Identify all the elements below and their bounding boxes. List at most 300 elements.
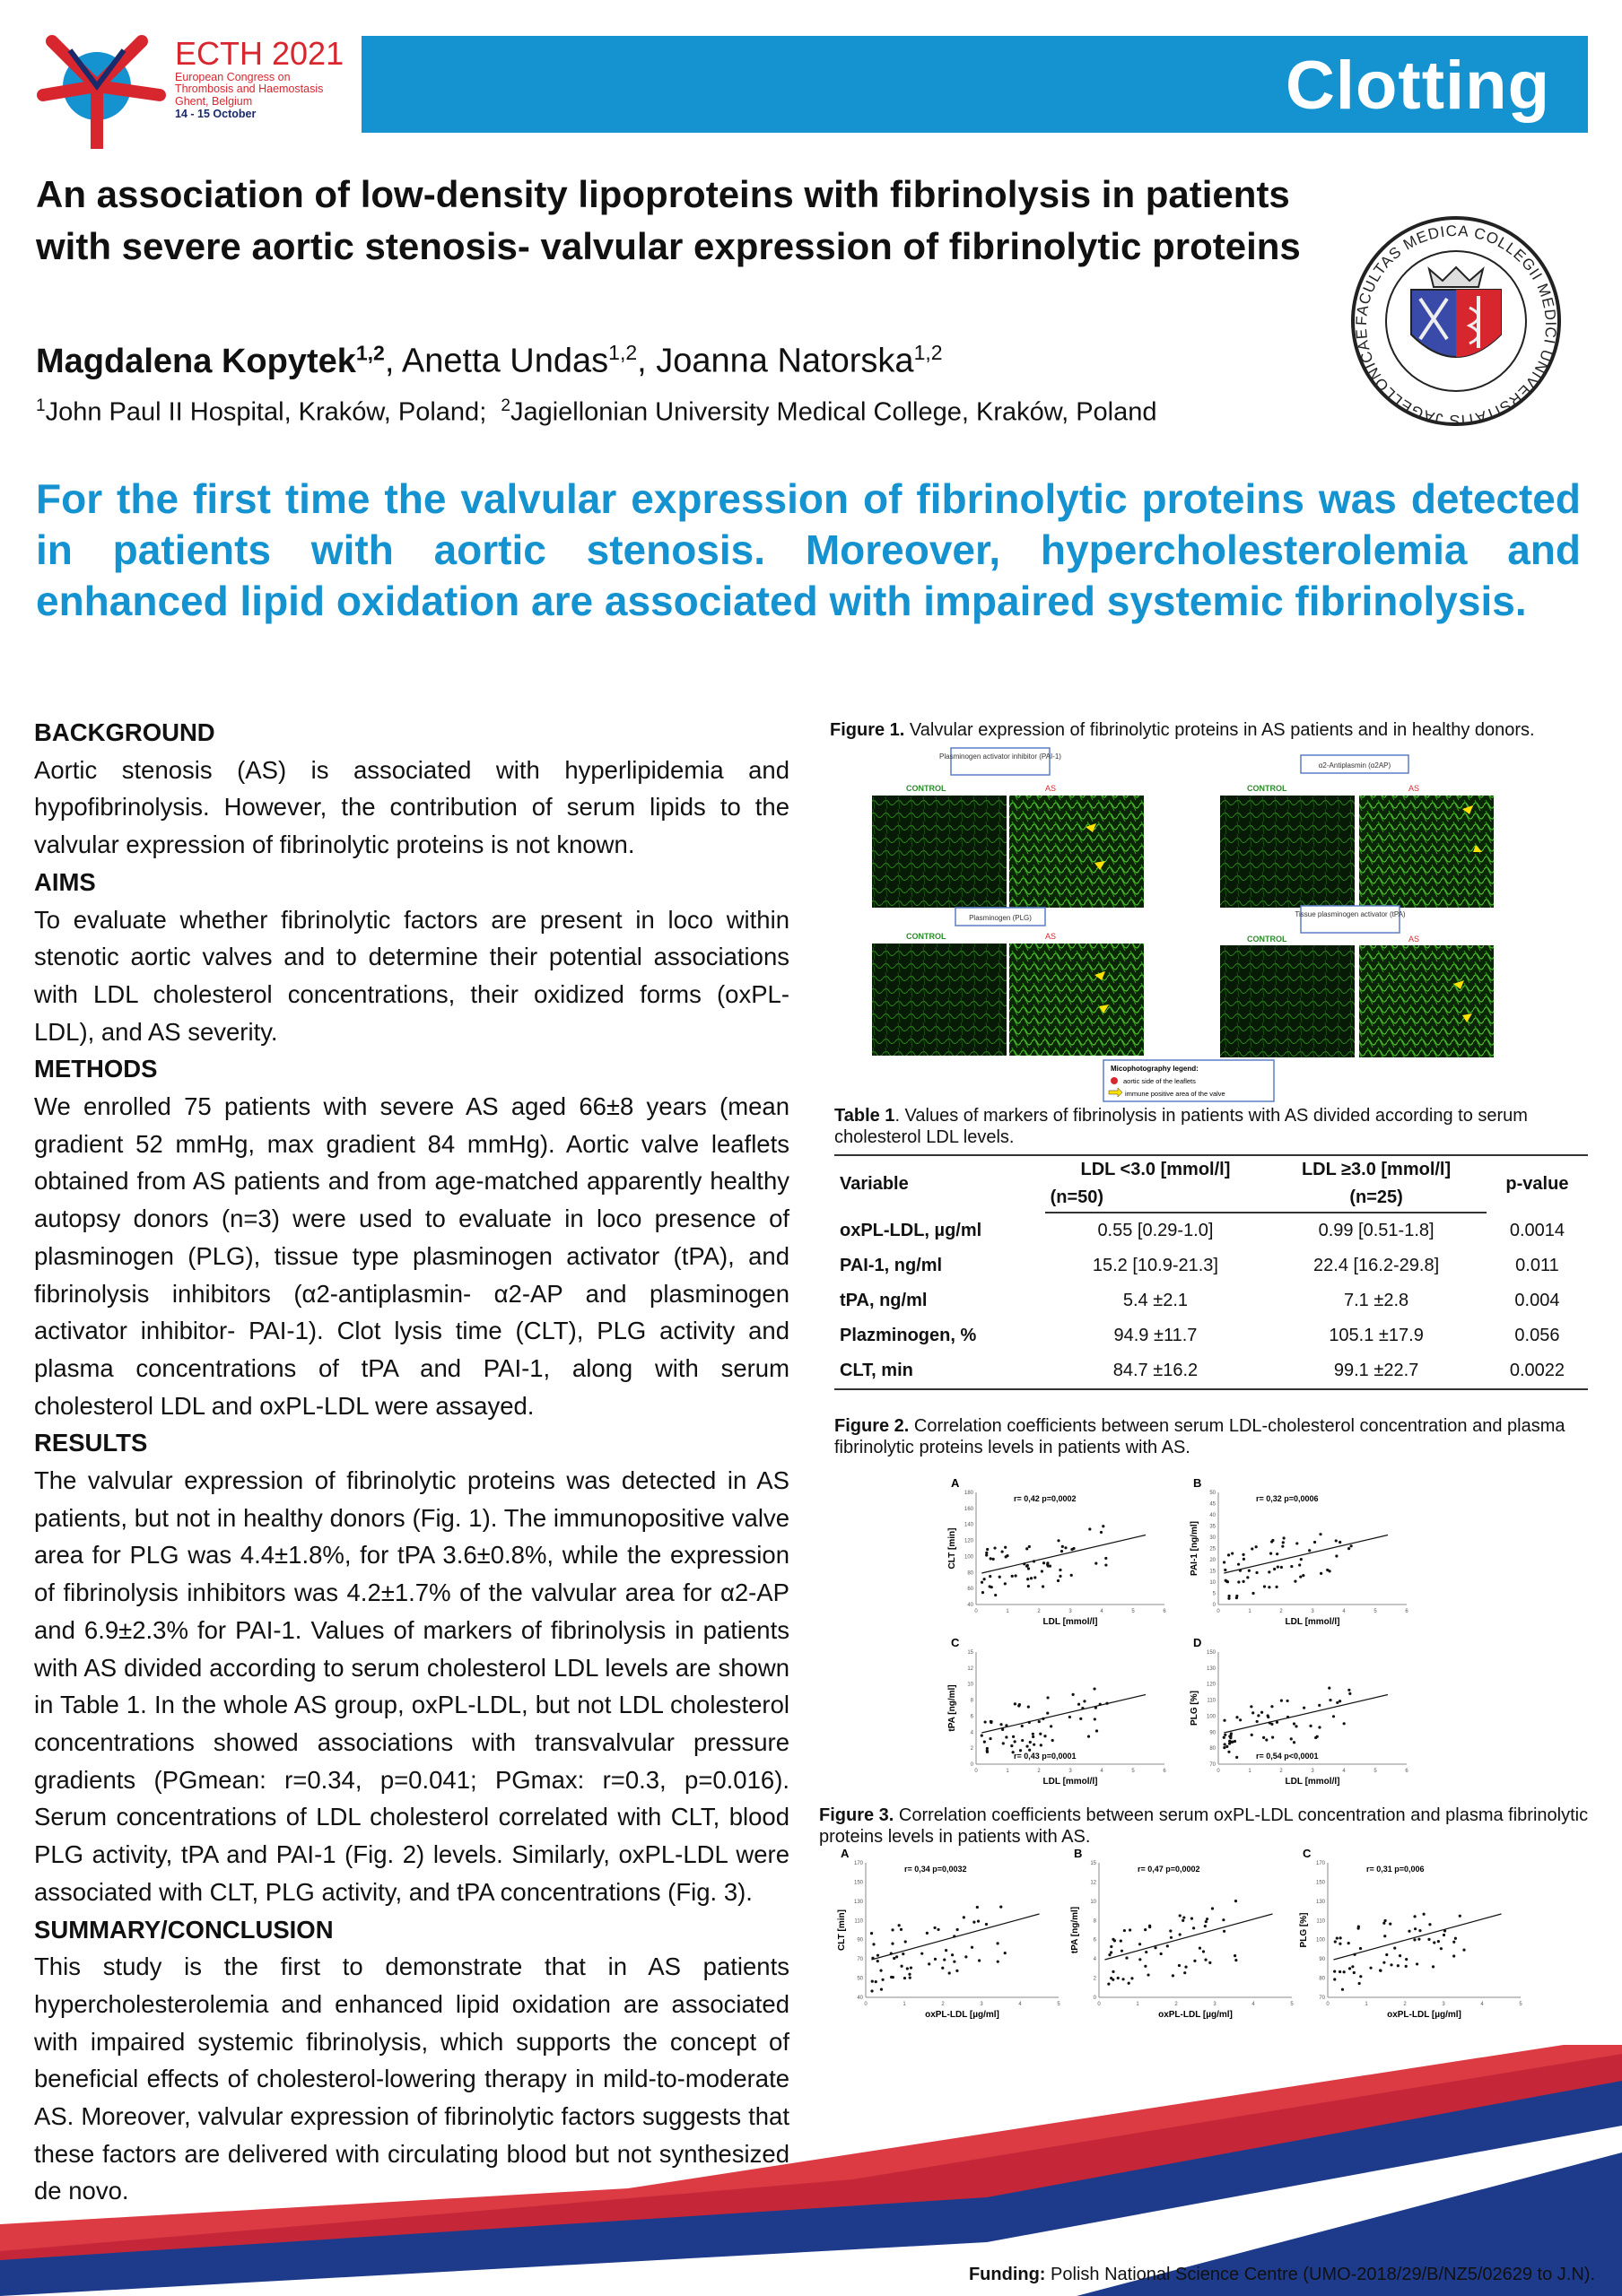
y-tick-label: 10 <box>1090 1899 1096 1905</box>
section-body: Aortic stenosis (AS) is associated with hyperlipidemia and hypofibrinolysis. However, the contribution of serum lipids to the valvular expression of fibrinolytic proteins is not known. <box>34 755 789 859</box>
table-row <box>834 1353 1588 1389</box>
panel-letter: C <box>951 1636 960 1649</box>
correlation-stat: r= 0,31 p=0,006 <box>1366 1865 1425 1874</box>
data-point <box>1025 1745 1028 1748</box>
y-tick-label: 8 <box>1093 1918 1096 1925</box>
data-point <box>1222 1918 1225 1921</box>
data-point <box>1182 1916 1185 1918</box>
data-point <box>1121 1950 1123 1952</box>
data-point <box>1242 1580 1244 1583</box>
data-point <box>926 1932 929 1935</box>
data-point <box>996 1942 998 1944</box>
table-header: Variable <box>834 1155 1045 1213</box>
data-point <box>1347 1689 1350 1692</box>
axis-xlabel: LDL [mmol/l] <box>1285 1617 1340 1627</box>
logo-subtitle <box>175 72 344 109</box>
data-point <box>902 1952 904 1955</box>
data-point <box>1049 1564 1051 1567</box>
x-tick-label: 1 <box>1006 1609 1009 1614</box>
x-tick-label: 3 <box>1213 2002 1216 2007</box>
axis-ylabel: PAI-1 [ng/ml] <box>1190 1521 1199 1576</box>
data-point <box>972 1920 975 1923</box>
data-point <box>1130 1977 1133 1979</box>
data-point <box>1248 1570 1251 1572</box>
panel-letter: A <box>951 1476 960 1490</box>
data-point <box>1051 1739 1054 1742</box>
data-point <box>1390 1963 1392 1966</box>
y-tick-label: 90 <box>857 1937 863 1944</box>
data-point <box>1459 1915 1461 1918</box>
data-point <box>1242 1553 1244 1556</box>
data-point <box>1300 1558 1303 1561</box>
data-point <box>999 1906 1002 1909</box>
data-point <box>1369 1967 1372 1970</box>
y-tick-label: 12 <box>967 1665 973 1672</box>
author-name: Joanna Natorska <box>656 342 914 380</box>
data-point <box>1100 1531 1103 1534</box>
data-point <box>1107 1983 1110 1986</box>
data-point <box>1179 1933 1182 1935</box>
y-tick-label: 4 <box>1093 1957 1096 1963</box>
y-tick-label: 40 <box>1209 1513 1216 1518</box>
data-point <box>1004 1546 1007 1549</box>
data-point <box>1427 1938 1430 1941</box>
data-point <box>891 1928 894 1931</box>
data-point <box>1033 1576 1036 1578</box>
y-tick-label: 2 <box>1093 1976 1096 1982</box>
table-row <box>834 1283 1588 1318</box>
y-tick-label: 110 <box>1207 1698 1216 1704</box>
data-point <box>1320 1572 1322 1575</box>
data-point <box>963 1916 965 1918</box>
data-point <box>1255 1571 1258 1574</box>
data-point <box>1319 1533 1321 1535</box>
data-point <box>1202 1950 1205 1952</box>
control-label: CONTROL <box>1247 784 1287 793</box>
data-point <box>1399 1954 1401 1957</box>
data-point <box>934 1958 937 1961</box>
data-point <box>1027 1567 1030 1570</box>
data-point <box>1347 1942 1350 1944</box>
data-point <box>1282 1536 1285 1539</box>
micrograph <box>872 796 1007 908</box>
ecth-logo-icon <box>34 23 169 149</box>
data-point <box>1178 1964 1181 1967</box>
affiliations-line <box>36 396 1157 428</box>
legend-item: aortic side of the leaflets <box>1123 1077 1196 1085</box>
data-point <box>900 1965 903 1968</box>
trend-line <box>1333 1914 1501 1960</box>
correlation-stat: r= 0,43 p=0,0001 <box>1014 1752 1077 1761</box>
data-point <box>1260 1711 1263 1714</box>
y-tick-label: 15 <box>967 1650 973 1656</box>
y-tick-label: 150 <box>1315 1880 1325 1886</box>
data-point <box>1182 1919 1184 1922</box>
x-tick-label: 2 <box>1403 2002 1407 2007</box>
left-column-text <box>34 714 789 2210</box>
data-point <box>983 1741 986 1744</box>
author-name: Magdalena Kopytek <box>36 342 356 380</box>
data-point <box>1083 1700 1086 1702</box>
data-point <box>1166 1944 1169 1947</box>
y-tick-label: 35 <box>1209 1524 1216 1530</box>
table-row <box>834 1248 1588 1283</box>
data-point <box>1239 1718 1242 1721</box>
data-point <box>1095 1729 1098 1732</box>
data-point <box>1313 1541 1316 1544</box>
data-point <box>1433 1941 1435 1944</box>
panel-letter: D <box>1193 1636 1202 1649</box>
panel-label: α2-Antiplasmin (α2AP) <box>1318 761 1391 770</box>
data-point <box>1408 1930 1410 1933</box>
data-point <box>1328 1687 1330 1690</box>
axis-xlabel: oxPL-LDL [µg/ml] <box>925 2010 999 2020</box>
data-point <box>1295 1542 1298 1544</box>
data-point <box>1329 1699 1331 1701</box>
data-point <box>997 1961 999 1963</box>
table-cell: 0.99 [0.51-1.8] <box>1318 1221 1435 1240</box>
x-tick-label: 4 <box>1100 1769 1103 1774</box>
data-point <box>1059 1569 1061 1571</box>
x-tick-label: 3 <box>1068 1769 1072 1774</box>
data-point <box>1104 1557 1107 1560</box>
data-point <box>1029 1741 1032 1744</box>
data-point <box>910 1966 912 1969</box>
y-tick-label: 170 <box>853 1861 863 1866</box>
data-point <box>898 1924 901 1926</box>
x-tick-label: 1 <box>1248 1609 1251 1614</box>
panel-label: Tissue plasminogen activator (tPA) <box>1295 910 1406 918</box>
y-tick-label: 40 <box>857 1996 863 2001</box>
data-point <box>1093 1687 1095 1690</box>
table1 <box>834 1154 1588 1390</box>
table-cell: PAI-1, ng/ml <box>840 1256 943 1275</box>
data-point <box>1040 1744 1042 1746</box>
x-tick-label: 5 <box>1373 1769 1377 1774</box>
data-point <box>1227 1751 1230 1753</box>
data-point <box>1382 1961 1385 1964</box>
data-point <box>1326 1569 1329 1571</box>
data-point <box>1025 1565 1028 1568</box>
section-heading: BACKGROUND <box>34 718 215 746</box>
y-tick-label: 5 <box>1212 1591 1216 1597</box>
data-point <box>1333 1970 1336 1973</box>
data-point <box>900 1928 903 1931</box>
y-tick-label: 15 <box>1090 1861 1096 1866</box>
data-point <box>1145 1951 1147 1953</box>
data-point <box>1121 1978 1124 1980</box>
data-point <box>1281 1545 1284 1548</box>
data-point <box>933 1926 936 1929</box>
section-heading: SUMMARY/CONCLUSION <box>34 1915 334 1944</box>
data-point <box>1234 1740 1236 1743</box>
data-point <box>1462 1949 1465 1952</box>
data-point <box>1437 1940 1440 1943</box>
table-header: p-value <box>1487 1155 1588 1213</box>
section-body: This study is the first to demonstrate that in AS patients hypercholesterolemia and enhanced lipid oxidation are associated with impaired systemic fibrinolysis, which supports the concept of beneficial effects of cholesterol-lowering therapy in mild-to-moderate AS. Moreover, valvular expression of fibrinolytic factors suggests that these factors are delivered with circulating blood but not synthesized de novo. <box>34 1952 789 2205</box>
x-tick-label: 1 <box>1006 1769 1009 1774</box>
table-cell: 0.004 <box>1514 1291 1560 1310</box>
data-point <box>1452 1954 1455 1957</box>
table-cell: 22.4 [16.2-29.8] <box>1313 1256 1440 1275</box>
author-affil-sup: 1,2 <box>608 341 638 364</box>
axis-xlabel: oxPL-LDL [µg/ml] <box>1387 2010 1461 2020</box>
data-point <box>909 1977 911 1979</box>
data-point <box>1302 1574 1304 1577</box>
data-point <box>1271 1736 1274 1739</box>
data-point <box>1125 1956 1128 1959</box>
data-point <box>1192 1926 1195 1929</box>
data-point <box>1251 1734 1253 1736</box>
data-point <box>1017 1704 1020 1707</box>
data-point <box>1348 1692 1351 1695</box>
x-tick-label: 1 <box>1136 2002 1139 2007</box>
y-tick-label: 6 <box>1093 1937 1096 1944</box>
as-label: AS <box>1045 784 1057 793</box>
data-point <box>1110 1951 1112 1953</box>
logo-sub-line: Ghent, Belgium <box>175 95 253 109</box>
y-tick-label: 60 <box>967 1587 973 1593</box>
data-point <box>1286 1700 1289 1702</box>
panel-letter: B <box>1193 1476 1202 1490</box>
data-point <box>1223 1736 1225 1739</box>
data-point <box>986 1548 989 1551</box>
data-point <box>876 1954 879 1957</box>
figure2-scatter-plots <box>942 1471 1426 1794</box>
trend-line <box>1224 1535 1388 1574</box>
data-point <box>948 1971 951 1974</box>
data-point <box>1108 1953 1111 1956</box>
table-cell: 94.9 ±11.7 <box>1113 1326 1198 1345</box>
data-point <box>1397 1964 1400 1967</box>
data-point <box>1336 1936 1339 1939</box>
data-point <box>1389 1923 1391 1926</box>
table-cell: 0.0014 <box>1509 1220 1565 1240</box>
axis-ylabel: PLG [%] <box>1190 1691 1199 1726</box>
data-point <box>989 1737 991 1740</box>
logo-date: 14 - 15 October <box>175 107 257 120</box>
data-point <box>981 1591 984 1594</box>
table-cell: 7.1 ±2.8 <box>1344 1291 1409 1310</box>
y-tick-label: 100 <box>1206 1714 1216 1720</box>
data-point <box>1104 1563 1107 1566</box>
table-cell: 0.0022 <box>1487 1353 1588 1389</box>
x-tick-label: 5 <box>1373 1609 1377 1614</box>
data-point <box>872 1943 875 1945</box>
y-tick-label: 180 <box>964 1491 973 1496</box>
data-point <box>1204 1925 1207 1927</box>
logo-sub-line: European Congress on <box>175 70 291 83</box>
data-point <box>943 1958 946 1961</box>
logo-sub-line: Thrombosis and Haemostasis <box>175 83 324 96</box>
data-point <box>1295 1725 1297 1727</box>
data-point <box>941 1967 944 1970</box>
data-point <box>983 1578 986 1580</box>
affil-text: Jagiellonian University Medical College, Kraków, Poland <box>510 397 1157 427</box>
data-point <box>1443 1934 1445 1936</box>
axis-ylabel: tPA [ng/ml] <box>1070 1906 1080 1954</box>
data-point <box>992 1558 995 1561</box>
x-tick-label: 0 <box>974 1609 978 1614</box>
data-point <box>1293 1722 1295 1725</box>
axis-xlabel: oxPL-LDL [µg/ml] <box>1158 2010 1233 2020</box>
data-point <box>1205 1920 1208 1923</box>
data-point <box>879 1970 882 1972</box>
data-point <box>1358 1982 1361 1985</box>
data-point <box>993 1546 996 1549</box>
data-point <box>1282 1541 1285 1544</box>
data-point <box>1088 1527 1091 1530</box>
data-point <box>1094 1718 1096 1720</box>
data-point <box>976 1906 979 1909</box>
data-point <box>881 1979 884 1981</box>
data-point <box>984 1720 987 1723</box>
data-point <box>1225 1745 1228 1748</box>
author-affil-sup: 1,2 <box>913 341 943 364</box>
x-tick-label: 6 <box>1163 1609 1166 1614</box>
data-point <box>893 1957 895 1960</box>
section-body: We enrolled 75 patients with severe AS aged 66±8 years (mean gradient 52 mmHg, max gradient 84 mmHg). Aortic valve leaflets obtained from AS patients and from age-matched apparently healthy autopsy donors (n=3) were used to evaluate in loco presence of plasminogen (PLG), tissue type plasminogen activator (tPA), and fibrinolysis inhibitors (α2-antiplasmin- α2-AP and plasminogen activator inhibitor- PAI-1). Clot lysis time (CLT), PLG activity and plasma concentrations of tPA and PAI-1, along with serum cholesterol LDL and oxPL-LDL were assayed. <box>34 1092 789 1420</box>
y-tick-label: 0 <box>1093 1996 1096 2001</box>
y-tick-label: 2 <box>970 1746 973 1752</box>
figure-label: Figure 2. <box>834 1416 910 1436</box>
data-point <box>1251 1711 1254 1714</box>
data-point <box>1170 1936 1173 1939</box>
funding-label: Funding: <box>968 2265 1046 2284</box>
figure1-caption <box>830 719 1592 741</box>
y-tick-label: 10 <box>967 1682 973 1688</box>
data-point <box>1333 1978 1336 1980</box>
y-tick-label: 80 <box>1319 1976 1325 1982</box>
data-point <box>956 1928 959 1931</box>
data-point <box>1227 1553 1230 1556</box>
data-point <box>1452 1941 1455 1944</box>
data-point <box>1251 1547 1253 1550</box>
y-tick-label: 130 <box>1206 1665 1216 1672</box>
data-point <box>1336 1701 1339 1704</box>
data-point <box>1183 1971 1186 1974</box>
as-label: AS <box>1408 784 1420 793</box>
x-tick-label: 4 <box>1100 1609 1103 1614</box>
data-point <box>1228 1735 1231 1737</box>
data-point <box>1070 1548 1073 1551</box>
table-cell: 84.7 ±16.2 <box>1045 1353 1267 1389</box>
data-point <box>981 1581 983 1584</box>
trend-line <box>871 1914 1039 1960</box>
data-point <box>953 1961 955 1963</box>
table-cell: 105.1 ±17.9 <box>1329 1326 1424 1345</box>
data-point <box>1359 1975 1362 1978</box>
as-label: AS <box>1408 935 1420 944</box>
data-point <box>1038 1720 1041 1723</box>
data-point <box>1070 1574 1073 1577</box>
data-point <box>908 1973 911 1976</box>
x-tick-label: 4 <box>1480 2002 1484 2007</box>
y-tick-label: 4 <box>970 1730 973 1736</box>
table-row <box>834 1213 1588 1248</box>
x-tick-label: 0 <box>1216 1609 1220 1614</box>
data-point <box>1277 1565 1279 1568</box>
micrograph <box>1009 796 1144 908</box>
data-point <box>1417 1938 1420 1941</box>
y-tick-label: 90 <box>1319 1957 1325 1963</box>
affil-sup: 1 <box>36 396 46 415</box>
trend-line <box>1104 1914 1272 1960</box>
panel-letter: B <box>1074 1847 1083 1860</box>
panel-letter: A <box>841 1847 850 1860</box>
data-point <box>1235 1596 1238 1599</box>
data-point <box>1120 1939 1122 1942</box>
data-point <box>1010 1744 1013 1747</box>
data-point <box>876 1960 879 1962</box>
figure3-scatter-plots <box>830 1834 1530 2031</box>
axis-ylabel: CLT [min] <box>837 1909 847 1951</box>
data-point <box>1262 1736 1265 1739</box>
correlation-stat: r= 0,32 p=0,0006 <box>1256 1494 1319 1503</box>
data-point <box>1193 1960 1196 1962</box>
data-point <box>1004 1952 1007 1954</box>
x-tick-label: 5 <box>1131 1769 1135 1774</box>
data-point <box>1190 1918 1193 1920</box>
data-point <box>1227 1595 1230 1597</box>
y-tick-label: 80 <box>1209 1746 1216 1752</box>
data-point <box>1341 1988 1344 1991</box>
author-affil-sup: 1,2 <box>355 341 385 364</box>
x-tick-label: 0 <box>1097 2002 1101 2007</box>
data-point <box>1383 1919 1386 1922</box>
data-point <box>1348 1967 1351 1970</box>
data-point <box>1335 1554 1338 1557</box>
data-point <box>1061 1545 1064 1548</box>
data-point <box>1138 1958 1141 1961</box>
data-point <box>1004 1582 1007 1585</box>
section-body: To evaluate whether fibrinolytic factors are present in loco within stenotic aortic valves and to determine their potential associations with LDL cholesterol concentrations, their oxidized forms (oxPL-LDL), and AS severity. <box>34 905 789 1046</box>
data-point <box>1343 1722 1346 1725</box>
data-point <box>1223 1930 1225 1933</box>
key-conclusion: For the first time the valvular expression of fibrinolytic proteins was detected in patients with aortic stenosis. Moreover, hypercholesterolemia and enhanced lipid oxidation are associated with impaired systemic fibrinolysis. <box>36 475 1581 624</box>
data-point <box>971 1946 973 1949</box>
data-point <box>986 1751 989 1753</box>
data-point <box>1298 1563 1301 1566</box>
y-tick-label: 70 <box>1209 1762 1216 1768</box>
data-point <box>986 1747 989 1750</box>
data-point <box>1072 1693 1075 1696</box>
panel-label: Plasminogen activator inhibitor (PAI-1) <box>939 752 1061 761</box>
data-point <box>1332 1715 1335 1718</box>
data-point <box>1250 1705 1252 1708</box>
data-point <box>985 1923 988 1926</box>
data-point <box>990 1586 993 1588</box>
data-point <box>1231 1552 1234 1554</box>
data-point <box>1235 1716 1238 1718</box>
x-tick-label: 4 <box>1251 2002 1255 2007</box>
data-point <box>955 1970 958 1972</box>
data-point <box>1001 1550 1004 1552</box>
data-point <box>1359 1947 1362 1950</box>
data-point <box>1102 1525 1104 1527</box>
x-tick-label: 3 <box>1442 2002 1445 2007</box>
x-tick-label: 6 <box>1405 1609 1408 1614</box>
data-point <box>1059 1575 1061 1578</box>
data-point <box>1179 1914 1182 1917</box>
data-point <box>1265 1738 1268 1741</box>
data-point <box>1293 1741 1295 1744</box>
legend-title: Micophotography legend: <box>1111 1065 1199 1073</box>
data-point <box>1234 1954 1236 1957</box>
data-point <box>937 1928 939 1931</box>
data-point <box>964 1955 967 1958</box>
y-tick-label: 160 <box>964 1506 973 1512</box>
